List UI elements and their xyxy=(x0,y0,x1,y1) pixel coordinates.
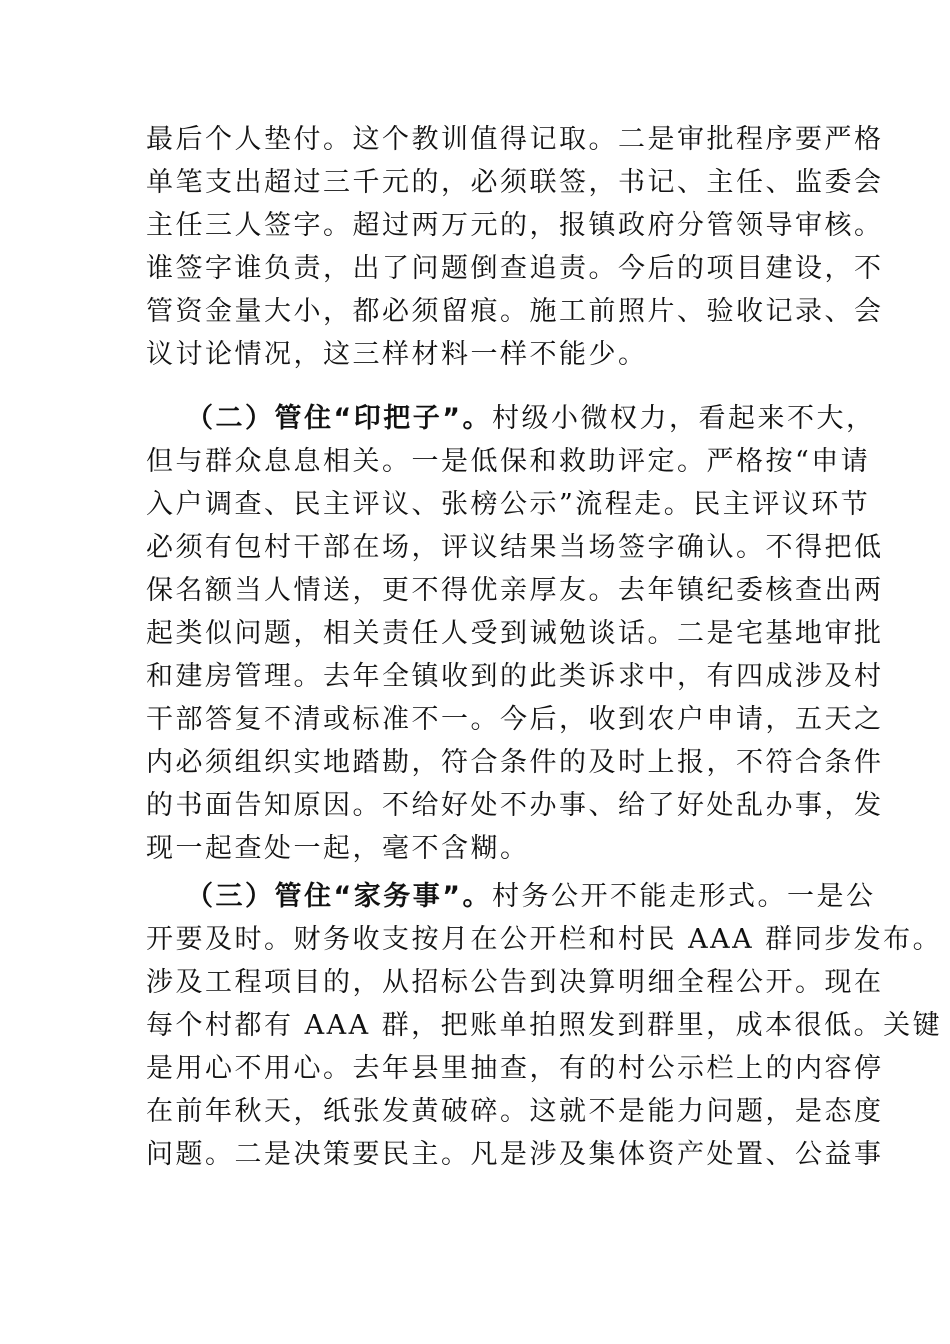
text-line: 现一起查处一起，毫不含糊。 xyxy=(146,833,530,864)
text-line: 和建房管理。去年全镇收到的此类诉求中，有四成涉及村 xyxy=(146,661,884,692)
text-line: 保名额当人情送，更不得优亲厚友。去年镇纪委核查出两 xyxy=(146,575,884,606)
text-line: 涉及工程项目的，从招标公告到决算明细全程公开。现在 xyxy=(146,967,884,998)
text-line: 问题。二是决策要民主。凡是涉及集体资产处置、公益事 xyxy=(146,1139,884,1170)
text-line: 起类似问题，相关责任人受到诫勉谈话。二是宅基地审批 xyxy=(146,618,884,649)
text-line: 的书面告知原因。不给好处不办事、给了好处乱办事，发 xyxy=(146,790,884,821)
text-line: 议讨论情况，这三样材料一样不能少。 xyxy=(146,339,648,370)
text-line: 在前年秋天，纸张发黄破碎。这就不是能力问题，是态度 xyxy=(146,1096,884,1127)
paragraph-first-line xyxy=(146,397,876,440)
text-line: 内必须组织实地踏勘，符合条件的及时上报，不符合条件 xyxy=(146,747,884,778)
paragraph-village-affairs xyxy=(146,875,943,1176)
text-line: 最后个人垫付。这个教训值得记取。二是审批程序要严格 xyxy=(146,124,884,155)
text-line: 管资金量大小，都必须留痕。施工前照片、验收记录、会 xyxy=(146,296,884,327)
heading-trailing-text: 村务公开不能走形式。一是公 xyxy=(492,881,876,912)
text-line: 但与群众息息相关。一是低保和救助评定。严格按“申请 xyxy=(146,446,871,477)
section-heading: （二）管住“印把子”。 xyxy=(186,403,492,434)
text-line: 开要及时。财务收支按月在公开栏和村民 AAA 群同步发布。 xyxy=(146,924,943,955)
text-line: 每个村都有 AAA 群，把账单拍照发到群里，成本很低。关键 xyxy=(146,1010,943,1041)
text-line: 谁签字谁负责，出了问题倒查追责。今后的项目建设，不 xyxy=(146,253,884,284)
text-line: 主任三人签字。超过两万元的，报镇政府分管领导审核。 xyxy=(146,210,884,241)
paragraph-first-line xyxy=(146,875,876,918)
heading-trailing-text: 村级小微权力，看起来不大， xyxy=(492,403,876,434)
section-heading: （三）管住“家务事”。 xyxy=(186,881,492,912)
text-line: 单笔支出超过三千元的，必须联签，书记、主任、监委会 xyxy=(146,167,884,198)
paragraph-seal-power xyxy=(146,397,884,870)
paragraph-approval-procedure xyxy=(146,118,884,376)
text-line: 干部答复不清或标准不一。今后，收到农户申请，五天之 xyxy=(146,704,884,735)
text-line: 是用心不用心。去年县里抽查，有的村公示栏上的内容停 xyxy=(146,1053,884,1084)
text-line: 必须有包村干部在场，评议结果当场签字确认。不得把低 xyxy=(146,532,884,563)
text-line: 入户调查、民主评议、张榜公示”流程走。民主评议环节 xyxy=(146,489,871,520)
